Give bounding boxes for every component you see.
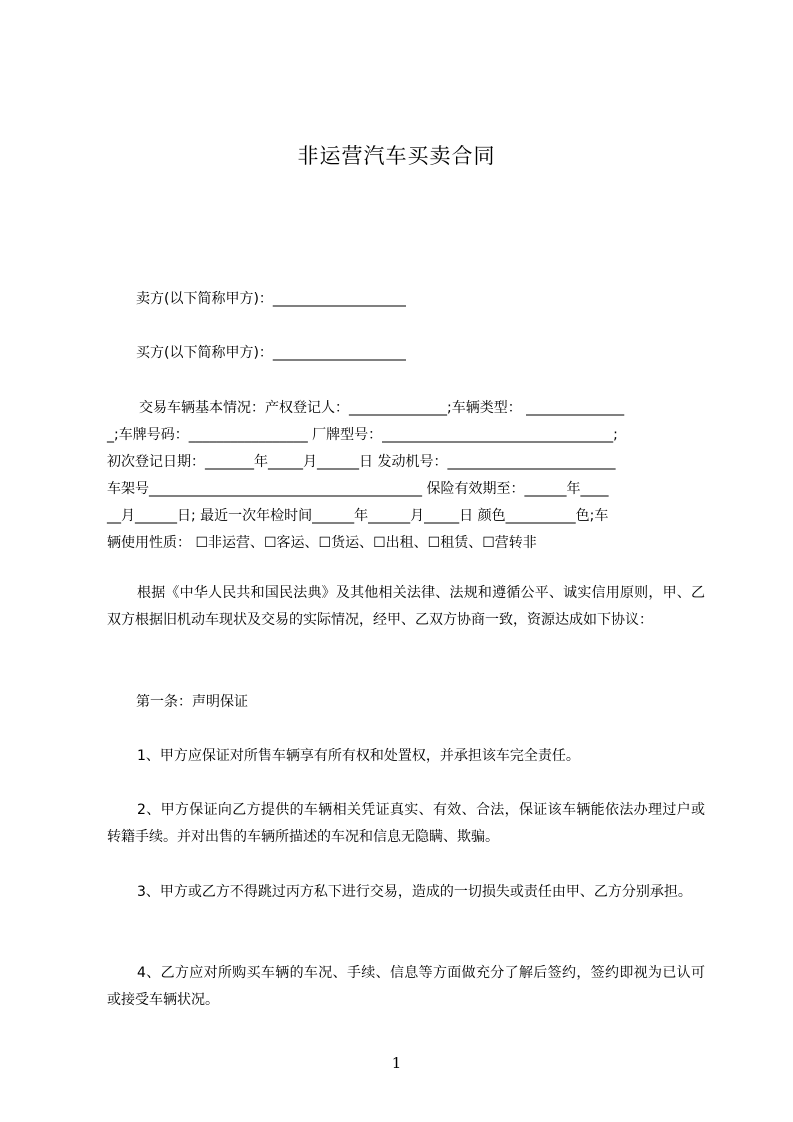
- clause-2: 2、甲方保证向乙方提供的车辆相关凭证真实、有效、合法，保证该车辆能依法办理过户或转籍手续。并对出售的车辆所描述的车况和信息无隐瞒、欺骗。: [107, 802, 705, 845]
- vehicle-info-line-1: 交易车辆基本情况：产权登记人：______________;车辆类型： ______________: [139, 400, 625, 416]
- vehicle-info-line-6: 辆使用性质： ☐非运营、☐客运、☐货运、☐出租、☐租赁、☐营转非: [107, 535, 537, 551]
- article1-heading: 第一条：声明保证: [136, 694, 248, 710]
- seller-line: 卖方(以下简称甲方)：___________________: [136, 291, 406, 307]
- clause-1: 1、甲方应保证对所售车辆享有所有权和处置权，并承担该车完全责任。: [137, 748, 580, 764]
- vehicle-info-line-2: _;车牌号码：_________________ 厂牌型号：_________________________________;: [107, 427, 618, 443]
- buyer-line: 买方(以下简称甲方)：___________________: [136, 345, 406, 361]
- intro-paragraph: 根据《中华人民共和国民法典》及其他相关法律、法规和遵循公平、诚实信用原则，甲、乙双方根据旧机动车现状及交易的实际情况，经甲、乙双方协商一致，资源达成如下协议：: [107, 585, 705, 628]
- vehicle-info-line-5: __月______日; 最近一次年检时间______年______月_____日 颜色__________色;车: [107, 508, 609, 524]
- vehicle-info-line-3: 初次登记日期：_______年_____月______日 发动机号：________________________: [107, 454, 616, 470]
- vehicle-info-line-4: 车架号_______________________________________ 保险有效期至：______年____: [107, 481, 609, 497]
- contract-title: 非运营汽车买卖合同: [297, 144, 496, 168]
- clause-3: 3、甲方或乙方不得跳过丙方私下进行交易，造成的一切损失或责任由甲、乙方分别承担。: [137, 884, 692, 900]
- clause-4: 4、乙方应对所购买车辆的车况、手续、信息等方面做充分了解后签约，签约即视为已认可或接受车辆状况。: [107, 965, 705, 1008]
- page-number: 1: [391, 1054, 402, 1072]
